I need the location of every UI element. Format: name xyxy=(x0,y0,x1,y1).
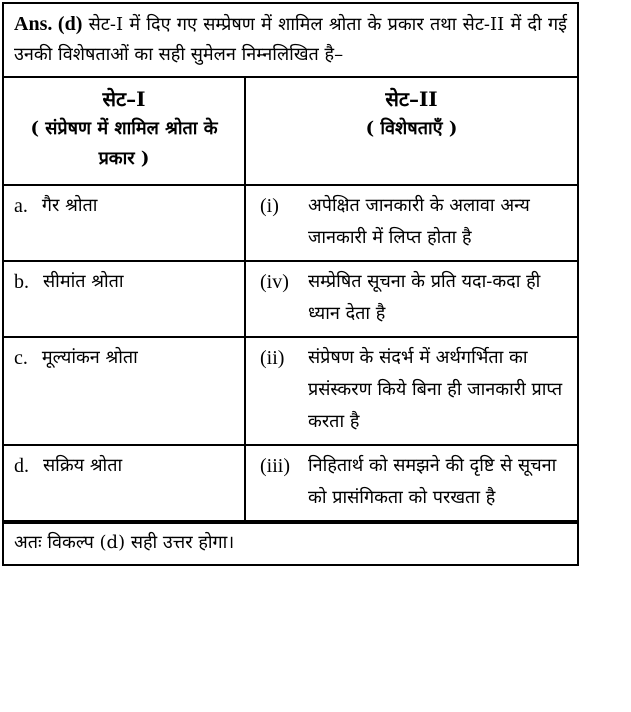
answer-intro-text: सेट-I में दिए गए सम्प्रेषण में शामिल श्रोता के प्रकार तथा सेट-II में दी गई उनकी विशेषताओं का सही सुमेलन निम्नलिखित है– xyxy=(14,14,567,65)
item-marker: a. xyxy=(14,195,28,217)
set1-title: सेट–I xyxy=(102,87,146,111)
set2-header xyxy=(245,78,577,185)
set2-cell xyxy=(245,337,577,445)
set1-cell xyxy=(4,337,245,445)
set1-cell xyxy=(4,261,245,337)
table-row xyxy=(4,337,577,445)
roman-numeral: (iii) xyxy=(260,455,290,477)
roman-numeral: (ii) xyxy=(260,347,285,369)
set2-subtitle: ( विशेषताएँ ) xyxy=(365,118,458,139)
item-marker: d. xyxy=(14,455,29,477)
roman-numeral: (iv) xyxy=(260,271,289,293)
listener-type: सीमांत श्रोता xyxy=(43,271,124,292)
item-marker: b. xyxy=(14,271,29,293)
table-row xyxy=(4,261,577,337)
set2-cell xyxy=(245,185,577,261)
characteristic-text: सम्प्रेषित सूचना के प्रति यदा-कदा ही ध्यान देता है xyxy=(308,271,541,324)
set2-cell xyxy=(245,261,577,337)
set1-cell xyxy=(4,445,245,521)
set2-cell xyxy=(245,445,577,521)
set1-header xyxy=(4,78,245,185)
characteristic-text: अपेक्षित जानकारी के अलावा अन्य जानकारी में लिप्त होता है xyxy=(308,195,530,248)
item-marker: c. xyxy=(14,347,28,369)
answer-box xyxy=(2,2,579,566)
listener-type: सक्रिय श्रोता xyxy=(43,455,123,476)
set1-cell xyxy=(4,185,245,261)
listener-type: मूल्यांकन श्रोता xyxy=(41,347,138,368)
characteristic-text: निहितार्थ को समझने की दृष्टि से सूचना को प्रासंगिकता को परखता है xyxy=(308,455,557,508)
set1-subtitle: ( संप्रेषण में शामिल श्रोता के प्रकार ) xyxy=(30,118,218,169)
answer-conclusion: अतः विकल्प (d) सही उत्तर होगा। xyxy=(4,522,577,564)
matching-table xyxy=(4,78,577,522)
characteristic-text: संप्रेषण के संदर्भ में अर्थगर्भिता का प्रसंस्करण किये बिना ही जानकारी प्राप्त करता है xyxy=(308,347,563,432)
table-row xyxy=(4,185,577,261)
table-header-row xyxy=(4,78,577,185)
answer-intro xyxy=(4,4,577,78)
roman-numeral: (i) xyxy=(260,195,279,217)
set2-title: सेट–II xyxy=(385,87,438,111)
table-row xyxy=(4,445,577,521)
answer-label: Ans. (d) xyxy=(14,13,83,35)
listener-type: गैर श्रोता xyxy=(41,195,98,216)
